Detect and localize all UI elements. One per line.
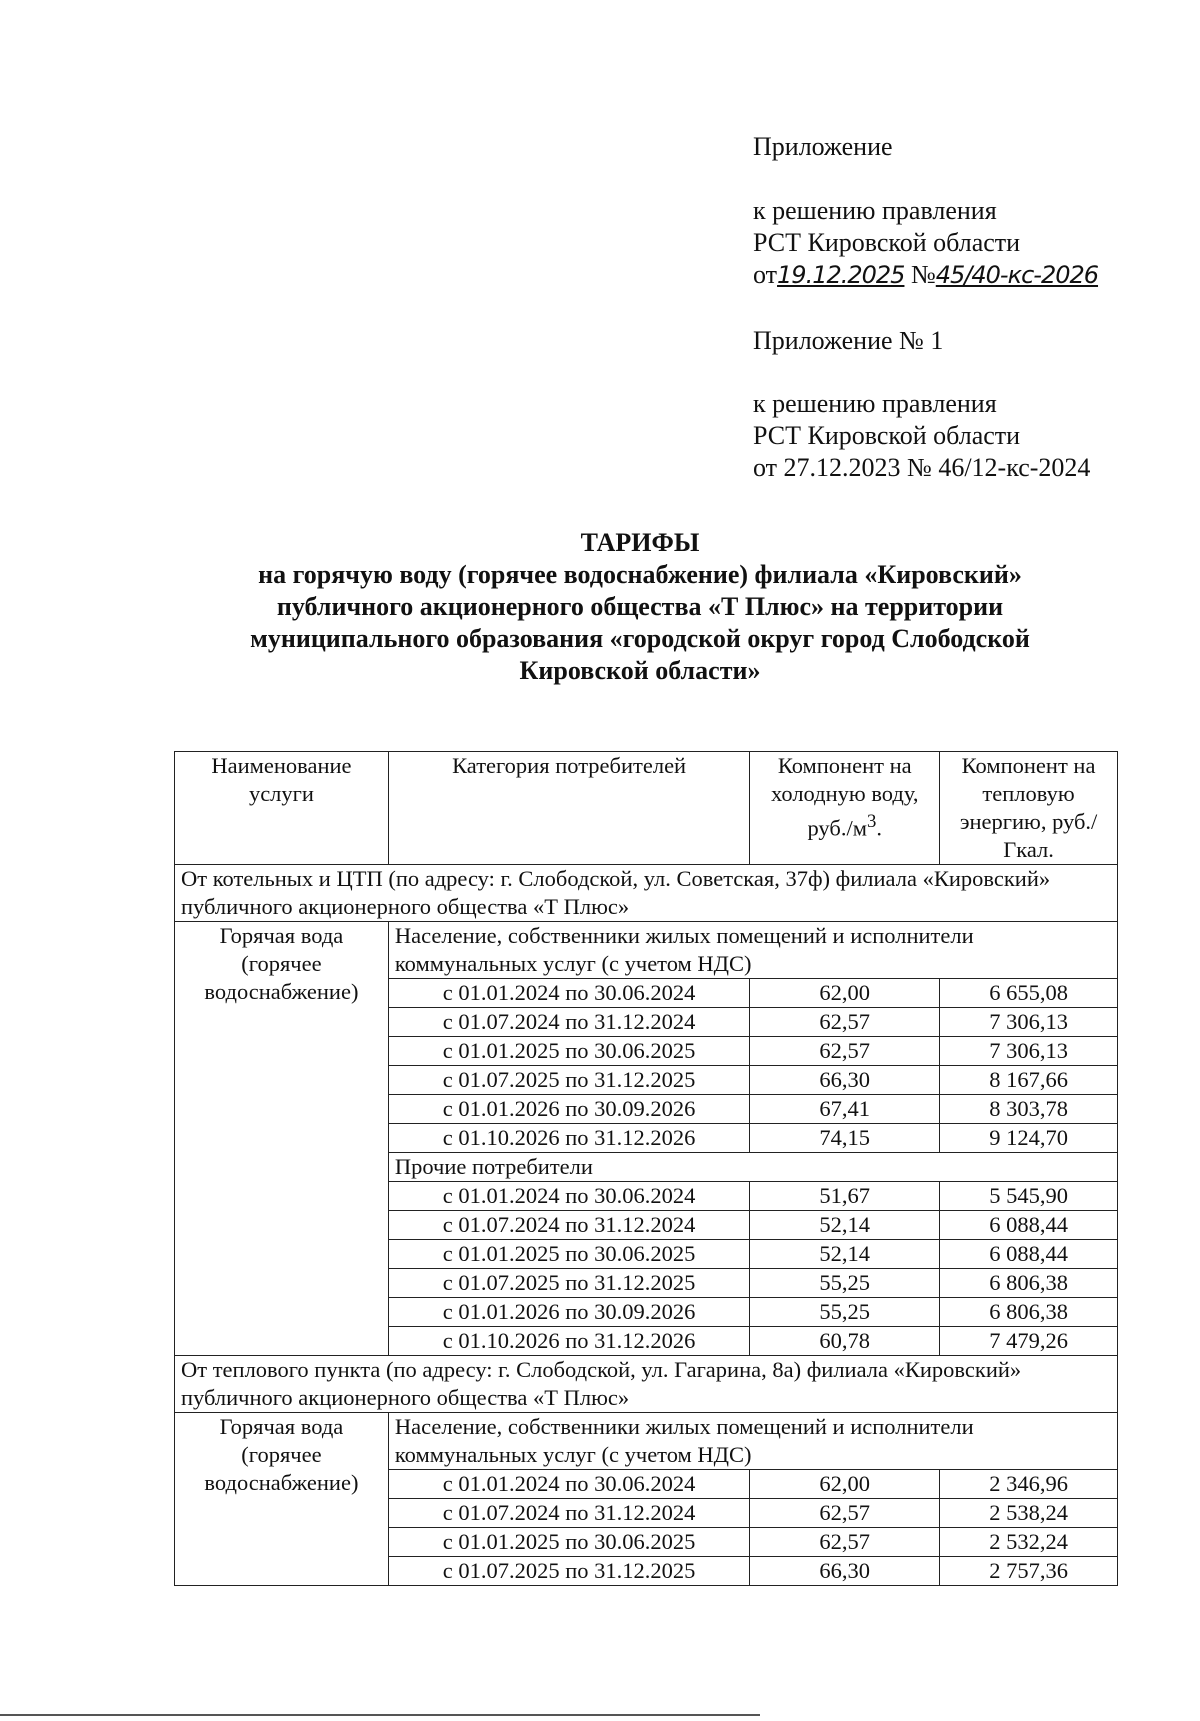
heat-energy-value: 6 806,38 [940,1269,1118,1298]
cold-water-value: 62,57 [750,1499,940,1528]
decision-date-number [753,259,1098,291]
appendix-title: Приложение [753,132,893,161]
heat-energy-value: 6 806,38 [940,1298,1118,1327]
table-row [175,1413,1118,1470]
appendix-number: Приложение № 1 [753,326,944,355]
cold-water-value: 62,00 [750,1470,940,1499]
title-line-2: на горячую воду (горячее водоснабжение) филиала «Кировский» [258,560,1022,589]
handwritten-date: 19.12.2025 [777,261,905,289]
period-cell: с 01.01.2025 по 30.06.2025 [388,1528,749,1557]
ref-line-1: к решению правления [753,389,997,418]
heat-energy-value: 2 346,96 [940,1470,1118,1499]
decision-line-2: РСТ Кировской области [753,228,1021,257]
period-cell: с 01.07.2024 по 31.12.2024 [388,1008,749,1037]
header-cold-text: Компонент на холодную воду, руб./м [770,753,919,841]
cold-water-value: 55,25 [750,1269,940,1298]
scan-edge-line [0,1714,760,1716]
service-name: Горячая вода (горячее водоснабжение) [175,922,389,1356]
period-cell: с 01.01.2024 по 30.06.2024 [388,979,749,1008]
period-cell: с 01.01.2025 по 30.06.2025 [388,1240,749,1269]
decision-reference [753,195,1098,291]
section-heading: От котельных и ЦТП (по адресу: г. Слободской, ул. Советская, 37ф) филиала «Кировский» публичного акционерного общества «Т Плюс» [175,865,1118,922]
title-line-5: Кировской области» [519,656,761,685]
header-cold-end: . [876,815,882,841]
handwritten-number: 45/40-кс-2026 [935,261,1099,289]
table-row [175,1356,1118,1413]
heat-energy-value: 7 306,13 [940,1037,1118,1066]
heat-energy-value: 2 538,24 [940,1499,1118,1528]
appendix-no-heading [753,325,943,357]
heat-energy-value: 6 088,44 [940,1211,1118,1240]
cold-water-value: 62,57 [750,1528,940,1557]
header-service: Наименование услуги [175,752,389,865]
number-prefix: № [910,260,936,289]
cold-water-value: 60,78 [750,1327,940,1356]
title-line-3: публичного акционерного общества «Т Плюс» на территории [276,592,1004,621]
heat-energy-value: 9 124,70 [940,1124,1118,1153]
heat-energy-value: 5 545,90 [940,1182,1118,1211]
period-cell: с 01.01.2026 по 30.09.2026 [388,1298,749,1327]
table-row [175,865,1118,922]
period-cell: с 01.01.2024 по 30.06.2024 [388,1182,749,1211]
period-cell: с 01.01.2024 по 30.06.2024 [388,1470,749,1499]
heat-energy-value: 7 306,13 [940,1008,1118,1037]
ref-line-3: от 27.12.2023 № 46/12-кс-2024 [753,453,1091,482]
cold-water-value: 55,25 [750,1298,940,1327]
from-prefix: от [753,260,778,289]
heat-energy-value: 8 167,66 [940,1066,1118,1095]
cold-water-value: 51,67 [750,1182,940,1211]
consumer-category: Население, собственники жилых помещений и исполнители коммунальных услуг (с учетом НДС) [388,1413,1117,1470]
heat-energy-value: 6 088,44 [940,1240,1118,1269]
consumer-category: Население, собственники жилых помещений и исполнители коммунальных услуг (с учетом НДС) [388,922,1117,979]
tariff-table [174,751,1118,1586]
heat-energy-value: 7 479,26 [940,1327,1118,1356]
period-cell: с 01.07.2025 по 31.12.2025 [388,1066,749,1095]
section-heading: От теплового пункта (по адресу: г. Слободской, ул. Гагарина, 8а) филиала «Кировский» публичного акционерного общества «Т Плюс» [175,1356,1118,1413]
title-line-4: муниципального образования «городской округ город Слободской [250,624,1030,653]
cold-water-value: 52,14 [750,1211,940,1240]
cold-water-value: 62,57 [750,1037,940,1066]
title-line-1: ТАРИФЫ [580,528,700,557]
cold-water-value: 67,41 [750,1095,940,1124]
period-cell: с 01.07.2024 по 31.12.2024 [388,1499,749,1528]
table-header-row [175,752,1118,865]
heat-energy-value: 8 303,78 [940,1095,1118,1124]
cold-water-value: 62,00 [750,979,940,1008]
period-cell: с 01.01.2026 по 30.09.2026 [388,1095,749,1124]
decision-line-1: к решению правления [753,196,997,225]
period-cell: с 01.07.2025 по 31.12.2025 [388,1557,749,1586]
table-body [175,865,1118,1586]
table-row [175,922,1118,979]
cold-water-value: 66,30 [750,1557,940,1586]
period-cell: с 01.07.2024 по 31.12.2024 [388,1211,749,1240]
cold-water-value: 62,57 [750,1008,940,1037]
header-category: Категория потребителей [388,752,749,865]
header-heat-component: Компонент на тепловую энергию, руб./Гкал. [940,752,1118,865]
heat-energy-value: 2 532,24 [940,1528,1118,1557]
cold-water-value: 52,14 [750,1240,940,1269]
cold-water-value: 74,15 [750,1124,940,1153]
header-cold-sup: 3 [866,811,877,832]
period-cell: с 01.10.2026 по 31.12.2026 [388,1124,749,1153]
period-cell: с 01.01.2025 по 30.06.2025 [388,1037,749,1066]
appendix-heading [753,131,893,163]
cold-water-value: 66,30 [750,1066,940,1095]
consumer-category: Прочие потребители [388,1153,1117,1182]
period-cell: с 01.10.2026 по 31.12.2026 [388,1327,749,1356]
header-cold-component [750,752,940,865]
heat-energy-value: 6 655,08 [940,979,1118,1008]
document-title [170,527,1110,687]
service-name: Горячая вода (горячее водоснабжение) [175,1413,389,1586]
period-cell: с 01.07.2025 по 31.12.2025 [388,1269,749,1298]
heat-energy-value: 2 757,36 [940,1557,1118,1586]
ref-line-2: РСТ Кировской области [753,421,1021,450]
original-decision-reference [753,388,1090,484]
